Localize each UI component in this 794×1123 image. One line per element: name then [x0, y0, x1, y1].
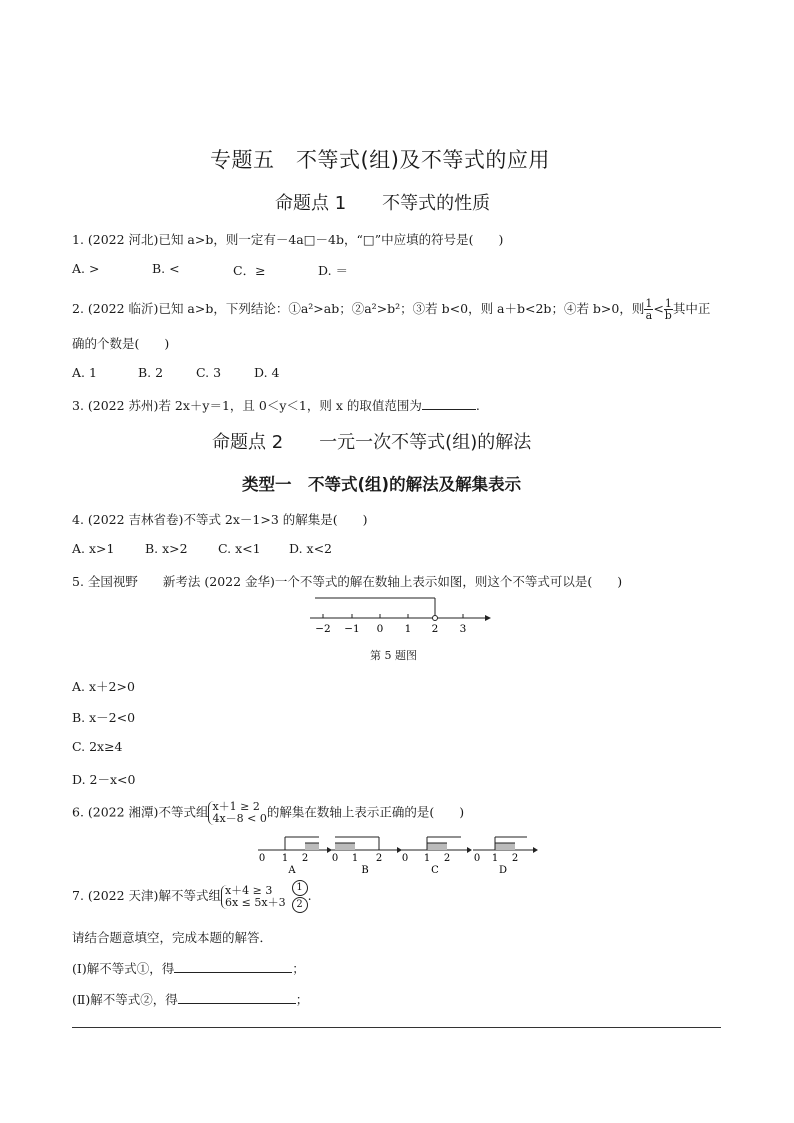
q2-option-a: A. 1: [72, 365, 97, 380]
svg-text:0: 0: [473, 853, 481, 864]
question-3: 3. (2022 苏州)若 2x＋y＝1，且 0＜y＜1，则 x 的取值范围为 .: [72, 398, 480, 413]
q7-step-2: (Ⅱ)解不等式②，得 ；: [72, 992, 309, 1007]
q4-option-b: B. x>2: [145, 541, 188, 556]
q3-answer-blank[interactable]: [422, 397, 476, 410]
svg-text:0: 0: [401, 853, 409, 864]
section-heading-1: 命题点 1 不等式的性质: [275, 193, 491, 214]
q1-option-a: A. >: [72, 261, 100, 276]
tick-label: 0: [376, 623, 384, 635]
question-4: 4. (2022 吉林省卷)不等式 2x－1>3 的解集是( ): [72, 512, 368, 527]
question-7: 7. (2022 天津)解不等式组 x＋4 ≥ 3 6x ≤ 5x＋3 $\frac{1}{2}$ .: [72, 880, 312, 913]
tick-label: 1: [404, 623, 412, 635]
q7-instruction: 请结合题意填空，完成本题的解答．: [72, 930, 273, 945]
question-2: [72, 298, 710, 321]
q6-options-number-lines: [255, 832, 540, 876]
q5-option-b: B. x－2<0: [72, 710, 136, 725]
q2-text-b: 其中正: [672, 301, 711, 316]
circled-1-icon: 1: [292, 880, 308, 896]
q6-label-b: B: [361, 865, 369, 876]
open-dot: [433, 616, 438, 621]
section-heading-2: 命题点 2 一元一次不等式(组)的解法: [212, 432, 532, 453]
page-divider: [72, 1027, 721, 1028]
svg-text:0: 0: [258, 853, 266, 864]
q5-number-line: [305, 594, 495, 636]
q6-option-c-line: [400, 837, 472, 876]
page-title: 专题五 不等式(组)及不等式的应用: [210, 148, 550, 172]
svg-text:0: 0: [331, 853, 339, 864]
tick-label: 2: [431, 623, 439, 635]
question-2-cont: 确的个数是( ): [72, 336, 170, 351]
svg-text:2: 2: [443, 853, 451, 864]
circled-2-icon: 2: [292, 897, 308, 913]
axis-arrow: [485, 615, 491, 621]
q7-step-1: (Ⅰ)解不等式①，得 ；: [72, 961, 305, 976]
svg-text:2: 2: [375, 853, 383, 864]
svg-text:2: 2: [511, 853, 519, 864]
question-5: 5. 全国视野 新考法 (2022 金华)一个不等式的解在数轴上表示如图，则这个不等式可以是( ): [72, 574, 623, 589]
q6-option-a-line: [258, 837, 332, 876]
q3-text: 3. (2022 苏州)若 2x＋y＝1，且 0＜y＜1，则 x 的取值范围为: [72, 398, 422, 413]
q2-option-c: C. 3: [196, 365, 222, 380]
q7-step2-blank[interactable]: [178, 991, 296, 1004]
svg-text:1: 1: [281, 853, 289, 864]
question-1: 1. (2022 河北)已知 a>b，则一定有－4a□－4b，“□”中应填的符号是( ): [72, 232, 504, 247]
q5-option-d: D. 2－x<0: [72, 772, 136, 787]
q4-option-d: D. x<2: [289, 541, 332, 556]
q7-step1-blank[interactable]: [174, 960, 292, 973]
q6-option-d-line: [473, 837, 538, 876]
q5-caption: 第 5 题图: [370, 649, 417, 662]
q2-lt: <: [653, 301, 664, 316]
q7-inequality-system: x＋4 ≥ 3 6x ≤ 5x＋3: [221, 885, 286, 909]
q5-option-c: C. 2x≥4: [72, 739, 123, 754]
tick-label: −2: [315, 623, 331, 635]
q1-option-b: B. <: [152, 261, 180, 276]
question-6: 6. (2022 湘潭)不等式组 x＋1 ≥ 2 4x－8 < 0 的解集在数轴上表示正确的是( ): [72, 800, 465, 825]
q4-option-c: C. x<1: [218, 541, 261, 556]
q2-fraction-2: $\frac{1}{b}$: [664, 297, 672, 322]
q4-option-a: A. x>1: [72, 541, 115, 556]
q2-option-d: D. 4: [254, 365, 280, 380]
q6-label-c: C: [431, 865, 439, 876]
q2-option-b: B. 2: [138, 365, 164, 380]
q2-text-a: 2. (2022 临沂)已知 a>b，下列结论：①a²>ab；②a²>b²；③若 b<0，则 a＋b<2b；④若 b>0，则: [72, 301, 645, 316]
svg-text:1: 1: [351, 853, 359, 864]
q1-option-c: C．≥: [233, 263, 266, 278]
svg-text:2: 2: [301, 853, 309, 864]
q5-option-a: A. x＋2>0: [72, 679, 135, 694]
subsection-heading: 类型一 不等式(组)的解法及解集表示: [242, 475, 522, 494]
svg-text:1: 1: [491, 853, 499, 864]
q1-option-d: D. ＝: [318, 263, 349, 278]
q6-option-b-line: [328, 837, 402, 876]
q6-label-a: A: [288, 865, 296, 876]
q2-fraction-1: $\frac{1}{a}$: [645, 297, 653, 322]
q6-inequality-system: x＋1 ≥ 2 4x－8 < 0: [208, 801, 266, 825]
q6-label-d: D: [498, 865, 508, 876]
svg-text:1: 1: [423, 853, 431, 864]
tick-label: −1: [344, 623, 360, 635]
tick-label: 3: [459, 623, 467, 635]
